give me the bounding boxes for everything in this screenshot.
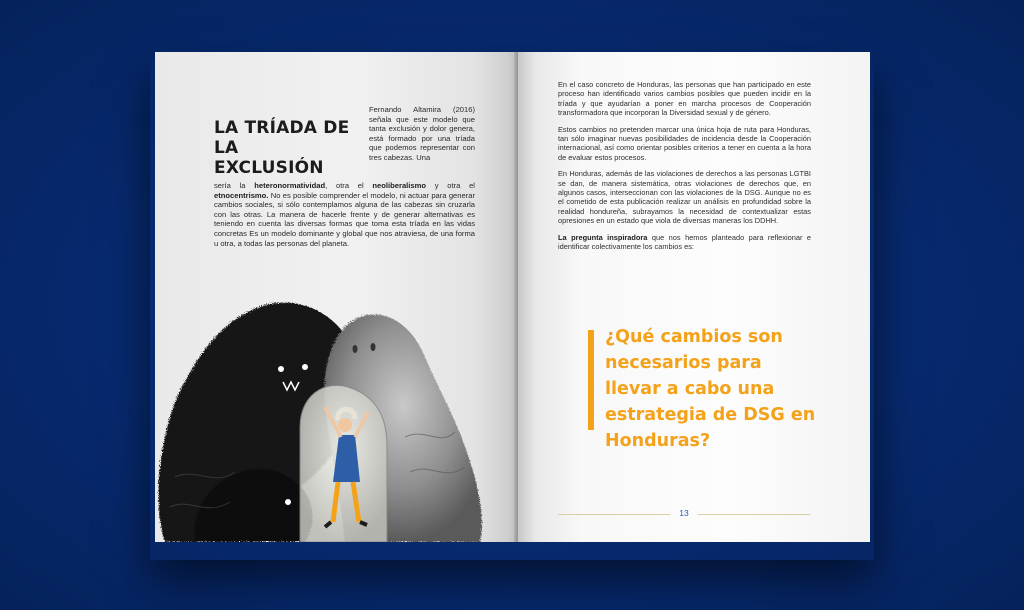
bold-neoliberalismo: neoliberalismo — [372, 181, 427, 190]
monster-eye — [278, 366, 284, 372]
triad-illustration — [155, 297, 518, 542]
right-body — [558, 80, 811, 259]
monster-eye — [302, 364, 308, 370]
monster-eye — [353, 345, 358, 353]
page-number: 13 — [679, 508, 689, 518]
paragraph-4 — [558, 233, 811, 252]
intro-paragraph: Fernando Altamira (2016) señala que este modelo que tanta exclusión y dolor genera, está formado por una tríada que podemos representar con tres cabezas. Una — [369, 105, 475, 162]
page-title: LA TRÍADA DE LA EXCLUSIÓN — [214, 118, 350, 178]
body-text-4: No es posible comprender el modelo, ni actuar para generar cambios sociales, si sólo contemplamos alguna de las cabezas sin cruzarla con las otras. La manera de hacerle frente y de generar alternativas es teniendo en cuenta las diversas formas que toma esta tríada en las vidas concretas Es un modelo dominante y global que nos atraviesa, de una forma u otra, a todas las personas del planeta. — [214, 190, 475, 248]
question-text: ¿Qué cambios son necesarios para llevar a cabo una estrategia de DSG en Honduras? — [605, 327, 816, 451]
folio-rule-right — [698, 514, 810, 515]
bold-pregunta-inspiradora: La pregunta inspiradora — [558, 232, 648, 242]
bold-heteronormatividad: heteronormatividad — [254, 181, 326, 190]
body-text-2: , otra el — [325, 181, 373, 190]
body-text-1: sería la — [214, 181, 255, 190]
body-paragraph — [214, 181, 475, 248]
bold-etnocentrismo: etnocentrismo. — [214, 190, 269, 200]
left-page — [155, 52, 518, 542]
paragraph-3: En Honduras, además de las violaciones de derechos a las personas LGTBI se dan, de manera sistemática, otras violaciones de derechos que, en algunos casos, interseccionan con las violaciones de la DSG. Aunque no es el cometido de esta publicación realizar un análisis en profundidad sobre la realidad hondureña, subrayamos la necesidad de contextualizar estas opresiones en un estado que viola de diversas maneras los DDHH. — [558, 169, 811, 226]
folio-rule-left — [558, 514, 670, 515]
monster-eye — [285, 499, 291, 505]
right-page — [518, 52, 870, 542]
paragraph-2: Estos cambios no pretenden marcar una única hoja de ruta para Honduras, tan sólo imaginar nuevas posibilidades de incidencia desde la Cooperación internacional, así como orientar posibles criterios a tener en cuenta a la hora de evaluar estos procesos. — [558, 124, 811, 162]
monster-eye — [371, 343, 376, 351]
question-accent-bar — [588, 330, 594, 430]
paragraph-4-text: que nos hemos planteado para reflexionar e identificar colectivamente los cambios es: — [558, 232, 811, 252]
body-text-3: y otra el — [426, 181, 475, 190]
paragraph-1: En el caso concreto de Honduras, las personas que han participado en este proceso han identificado varios cambios posibles que pueden incidir en la tríada y que ayudarían a poner en marcha procesos de Cooperación transformadora que incorporan la Diversidad sexual y de género. — [558, 80, 811, 118]
